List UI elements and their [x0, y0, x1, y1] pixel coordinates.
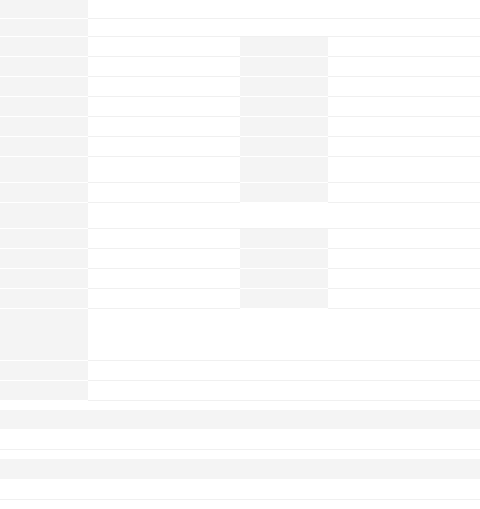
spec-label — [240, 156, 328, 182]
table-a-cell — [384, 430, 480, 450]
section-gap — [0, 450, 480, 459]
spec-value — [88, 76, 240, 96]
spec-value — [88, 248, 240, 268]
spec-value — [88, 202, 480, 228]
spec-label — [0, 116, 88, 136]
spec-label — [0, 18, 88, 36]
spec-label — [0, 96, 88, 116]
spec-value — [328, 248, 480, 268]
spec-value — [88, 18, 480, 36]
spec-label — [0, 288, 88, 308]
spec-value — [88, 116, 240, 136]
table-b-cell — [0, 479, 120, 499]
spec-label — [0, 202, 88, 228]
spec-value — [88, 288, 240, 308]
spec-label — [240, 288, 328, 308]
spec-label — [240, 182, 328, 202]
spec-row — [0, 360, 480, 380]
spec-value — [328, 182, 480, 202]
section-gap — [0, 401, 480, 410]
spec-label — [0, 136, 88, 156]
spec-row — [0, 136, 480, 156]
table-b-cell — [240, 479, 360, 499]
spec-row — [0, 116, 480, 136]
table-a-header-cell — [0, 410, 96, 430]
spec-value — [88, 156, 240, 182]
table-a-header-cell — [384, 410, 480, 430]
spec-label — [240, 248, 328, 268]
spec-label — [0, 182, 88, 202]
table-a-cell — [288, 430, 384, 450]
table-a-cell — [96, 430, 192, 450]
spec-row — [0, 182, 480, 202]
spec-label — [0, 156, 88, 182]
spec-value — [328, 268, 480, 288]
spec-value — [328, 228, 480, 248]
spec-label — [0, 248, 88, 268]
spec-label — [0, 380, 88, 400]
table-b-cell — [120, 479, 240, 499]
spec-label — [0, 308, 88, 360]
spec-value — [88, 96, 240, 116]
spec-value — [88, 0, 480, 18]
spec-value — [328, 56, 480, 76]
table-a-cell — [192, 430, 288, 450]
table-b-row — [0, 479, 480, 499]
spec-value — [88, 36, 240, 56]
spec-label — [0, 360, 88, 380]
spec-row — [0, 248, 480, 268]
spec-label — [240, 76, 328, 96]
spec-row — [0, 202, 480, 228]
spec-value — [88, 360, 480, 380]
table-a-row — [0, 430, 480, 450]
table-b-header-cell — [120, 459, 240, 479]
table-b-header — [0, 459, 480, 479]
spec-label — [240, 36, 328, 56]
table-a — [0, 410, 480, 451]
spec-value — [328, 96, 480, 116]
spec-label — [240, 228, 328, 248]
spec-row — [0, 56, 480, 76]
table-b-cell — [360, 479, 480, 499]
spec-value — [88, 136, 240, 156]
spec-row — [0, 380, 480, 400]
spec-row — [0, 156, 480, 182]
table-b — [0, 459, 480, 500]
spec-row — [0, 36, 480, 56]
spec-label — [0, 268, 88, 288]
spec-row — [0, 308, 480, 360]
table-a-header-cell — [192, 410, 288, 430]
spec-value — [88, 380, 480, 400]
table-b-header-cell — [0, 459, 120, 479]
spec-value — [328, 156, 480, 182]
spec-value — [88, 228, 240, 248]
table-a-header — [0, 410, 480, 430]
table-a-cell — [0, 430, 96, 450]
spec-label — [240, 56, 328, 76]
spec-value — [328, 76, 480, 96]
spec-label — [240, 96, 328, 116]
table-b-header-cell — [360, 459, 480, 479]
spec-value — [88, 182, 240, 202]
spec-label — [0, 56, 88, 76]
spec-value — [328, 36, 480, 56]
spec-value — [88, 308, 480, 360]
spec-label — [0, 228, 88, 248]
spec-row — [0, 228, 480, 248]
spec-value — [328, 136, 480, 156]
spec-label — [240, 116, 328, 136]
spec-row — [0, 96, 480, 116]
spec-label — [240, 136, 328, 156]
spec-row — [0, 0, 480, 18]
spec-value — [328, 116, 480, 136]
spec-label — [240, 268, 328, 288]
table-a-header-cell — [96, 410, 192, 430]
spec-value — [88, 268, 240, 288]
spec-row — [0, 18, 480, 36]
table-a-header-cell — [288, 410, 384, 430]
spec-value — [88, 56, 240, 76]
spec-value — [328, 288, 480, 308]
spec-label — [0, 76, 88, 96]
spec-row — [0, 268, 480, 288]
spec-row — [0, 288, 480, 308]
spec-label — [0, 36, 88, 56]
table-b-header-cell — [240, 459, 360, 479]
spec-label — [0, 0, 88, 18]
spec-row — [0, 76, 480, 96]
